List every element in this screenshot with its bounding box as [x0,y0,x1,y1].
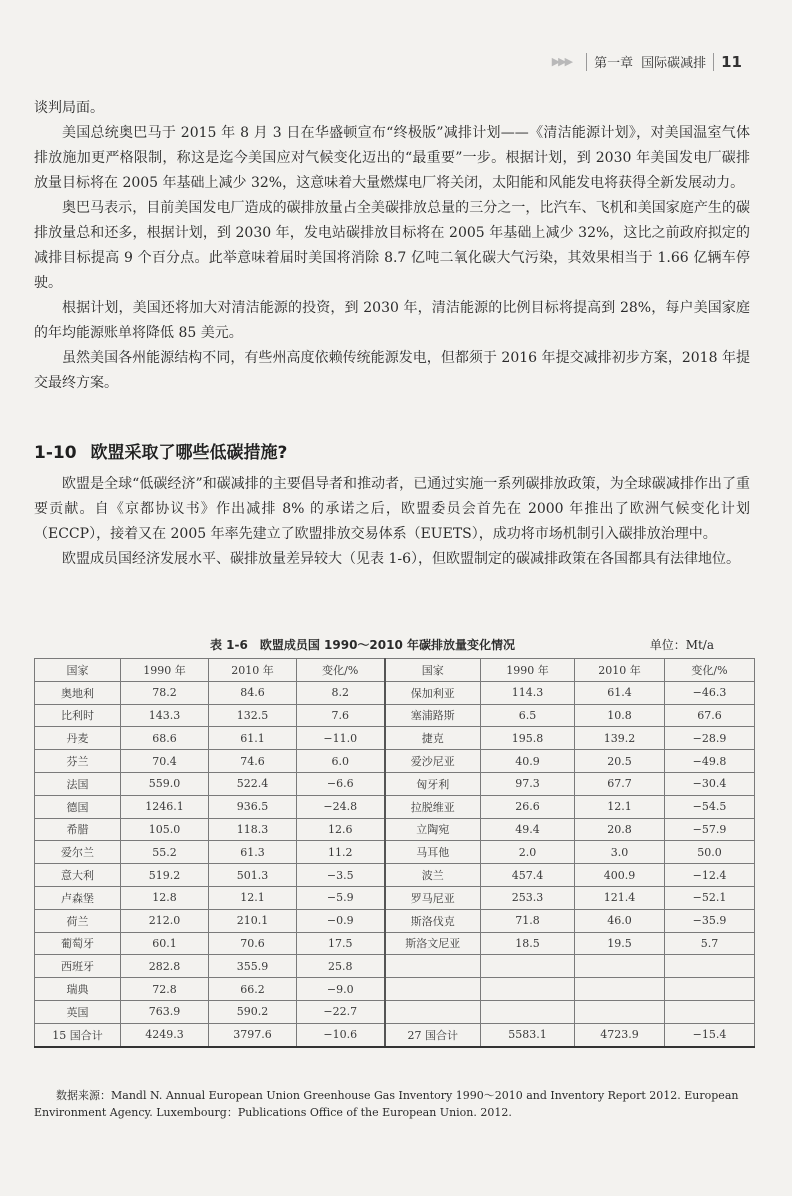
table-cell: 72.8 [121,978,209,1001]
table-cell: 2.0 [481,841,575,864]
table-cell: 3797.6 [209,1023,297,1046]
table-cell: 17.5 [297,932,385,955]
table-cell: 爱沙尼亚 [385,750,481,773]
table-cell: 5.7 [665,932,755,955]
table-cell: 7.6 [297,704,385,727]
paragraph: 根据计划，美国还将加大对清洁能源的投资，到 2030 年，清洁能源的比例目标将提高到 28%，每户美国家庭的年均能源账单将降低 85 美元。 [34,300,750,341]
header-divider [586,53,587,71]
table-row [35,978,755,1001]
table-cell [665,1000,755,1023]
table-cell: 49.4 [481,818,575,841]
table-cell: −24.8 [297,795,385,818]
paragraph: 虽然美国各州能源结构不同，有些州高度依赖传统能源发电，但都须于 2016 年提交减排初步方案，2018 年提交最终方案。 [34,350,750,391]
table-cell: 法国 [35,772,121,795]
table-cell: 奥地利 [35,681,121,704]
paragraph: 美国总统奥巴马于 2015 年 8 月 3 日在华盛顿宣布“终极版”减排计划——《清洁能源计划》，对美国温室气体排放施加更严格限制，称这是迄今美国应对气候变化迈出的“最重要”一步。根据计划，到 2030 年美国发电厂碳排放量目标将在 2005 年基础上减少 32%，这意味着大量燃煤电厂将关闭，太阳能和风能发电将获得全新发展动力。 [34,125,750,191]
table-cell: 芬兰 [35,750,121,773]
table-cell [385,1000,481,1023]
table-cell: 波兰 [385,864,481,887]
table-cell: 522.4 [209,772,297,795]
table-cell: 936.5 [209,795,297,818]
table-cell: −52.1 [665,886,755,909]
table-cell: 27 国合计 [385,1023,481,1046]
section-title: 欧盟采取了哪些低碳措施? [90,443,288,463]
table-row [35,909,755,932]
table-cell: 11.2 [297,841,385,864]
table-cell: −5.9 [297,886,385,909]
table-cell: 斯洛伐克 [385,909,481,932]
table-cell: −9.0 [297,978,385,1001]
table-cell: 意大利 [35,864,121,887]
table-unit: 单位：Mt/a [649,638,714,652]
table-cell: 457.4 [481,864,575,887]
table-cell: 5583.1 [481,1023,575,1046]
table-cell: 爱尔兰 [35,841,121,864]
table-cell: 46.0 [575,909,665,932]
table-cell: 德国 [35,795,121,818]
table-cell [665,978,755,1001]
table-cell: 立陶宛 [385,818,481,841]
table-cell: −22.7 [297,1000,385,1023]
table-cell: 40.9 [481,750,575,773]
table-cell: 501.3 [209,864,297,887]
table-cell: 西班牙 [35,955,121,978]
table-cell: −15.4 [665,1023,755,1046]
table-cell: 12.1 [209,886,297,909]
table-cell: −11.0 [297,727,385,750]
table-cell: 罗马尼亚 [385,886,481,909]
table-cell: 丹麦 [35,727,121,750]
table-cell: 195.8 [481,727,575,750]
body-text-section [34,472,750,572]
table-cell: 143.3 [121,704,209,727]
section-heading [34,438,287,463]
table-row [35,955,755,978]
table-cell: −57.9 [665,818,755,841]
column-header: 变化/% [665,659,755,682]
table-cell: 4723.9 [575,1023,665,1046]
source-text: 数据来源：Mandl N. Annual European Union Greenhouse Gas Inventory 1990～2010 and Inventory Report 2012. European Environment Agency. Luxembourg：Publications Office of the European Union. 2012. [34,1089,739,1119]
table-cell [481,955,575,978]
table-cell: 67.6 [665,704,755,727]
table-cell: 355.9 [209,955,297,978]
table-cell: 瑞典 [35,978,121,1001]
table-row [35,750,755,773]
table-row [35,795,755,818]
column-header: 国家 [385,659,481,682]
table-row [35,818,755,841]
table-cell: 210.1 [209,909,297,932]
table-cell: −0.9 [297,909,385,932]
table-cell: 519.2 [121,864,209,887]
table-cell: 塞浦路斯 [385,704,481,727]
table-cell: 253.3 [481,886,575,909]
table-cell: 8.2 [297,681,385,704]
table-cell: 25.8 [297,955,385,978]
paragraph: 奥巴马表示，目前美国发电厂造成的碳排放量占全美碳排放总量的三分之一，比汽车、飞机和美国家庭产生的碳排放量总和还多，根据计划，到 2030 年，发电站碳排放目标将在 2005 年基础上减少 32%，这比之前政府拟定的减排目标提高 9 个百分点。此举意味着届时美国将消除 8.7 亿吨二氧化碳大气污染，其效果相当于 1.66 亿辆车停驶。 [34,200,750,291]
table-cell: 70.6 [209,932,297,955]
table-cell: −6.6 [297,772,385,795]
table-row [35,864,755,887]
data-source-note [34,1087,750,1121]
section-number: 1-10 [34,443,77,463]
table-cell [575,978,665,1001]
column-header: 2010 年 [575,659,665,682]
table-cell: 20.8 [575,818,665,841]
table-cell: 比利时 [35,704,121,727]
running-header [552,52,742,71]
table-cell: 3.0 [575,841,665,864]
table-cell: 590.2 [209,1000,297,1023]
table-cell: 50.0 [665,841,755,864]
column-header: 2010 年 [209,659,297,682]
table-cell: −35.9 [665,909,755,932]
table-cell: 捷克 [385,727,481,750]
table-cell: 12.1 [575,795,665,818]
table-row [35,1023,755,1046]
table-row [35,1000,755,1023]
table-cell: −10.6 [297,1023,385,1046]
table-cell: 18.5 [481,932,575,955]
table-cell: 拉脱维亚 [385,795,481,818]
table-cell: 10.8 [575,704,665,727]
table-cell: 70.4 [121,750,209,773]
table-cell: 61.4 [575,681,665,704]
table-cell: 6.0 [297,750,385,773]
table-row [35,841,755,864]
table-cell: 卢森堡 [35,886,121,909]
table-row [35,727,755,750]
table-cell: 61.1 [209,727,297,750]
paragraph: 谈判局面。 [34,100,104,116]
table-cell [481,978,575,1001]
table-cell: 118.3 [209,818,297,841]
table-cell: −3.5 [297,864,385,887]
table-cell: 12.8 [121,886,209,909]
table-cell [665,955,755,978]
table-cell: 26.6 [481,795,575,818]
triple-arrow-icon: ▶▶▶ [551,55,572,68]
table-cell: 105.0 [121,818,209,841]
paragraph: 欧盟是全球“低碳经济”和碳减排的主要倡导者和推动者，已通过实施一系列碳排放政策，为全球碳减排作出了重要贡献。自《京都协议书》作出减排 8% 的承诺之后，欧盟委员会首先在 2000 年推出了欧洲气候变化计划（ECCP），接着又在 2005 年率先建立了欧盟排放交易体系（EUETS），成功将市场机制引入碳排放治理中。 [34,476,750,542]
table-cell: 74.6 [209,750,297,773]
table-cell: 19.5 [575,932,665,955]
table-header-row [35,659,755,682]
table-cell [481,1000,575,1023]
table-cell: 葡萄牙 [35,932,121,955]
table-cell: 6.5 [481,704,575,727]
table-cell: 60.1 [121,932,209,955]
table-cell: 559.0 [121,772,209,795]
paragraph: 欧盟成员国经济发展水平、碳排放量差异较大（见表 1-6），但欧盟制定的碳减排政策在各国都具有法律地位。 [62,551,740,567]
table-cell: −49.8 [665,750,755,773]
table-cell: 68.6 [121,727,209,750]
table-cell: 763.9 [121,1000,209,1023]
table-cell: 114.3 [481,681,575,704]
body-text-top [34,96,750,396]
table-row [35,932,755,955]
table-cell: 荷兰 [35,909,121,932]
table-cell: 66.2 [209,978,297,1001]
table-cell: −12.4 [665,864,755,887]
column-header: 1990 年 [481,659,575,682]
page-number: 11 [721,52,742,71]
emissions-table [34,658,755,1048]
table-cell: 97.3 [481,772,575,795]
table-cell: 71.8 [481,909,575,932]
table-cell: 匈牙利 [385,772,481,795]
table-cell: −28.9 [665,727,755,750]
table-row [35,886,755,909]
table-cell: 保加利亚 [385,681,481,704]
table-cell: 4249.3 [121,1023,209,1046]
table-cell: 400.9 [575,864,665,887]
table-cell: 1246.1 [121,795,209,818]
table-cell [575,1000,665,1023]
table-cell [385,978,481,1001]
table-cell: −54.5 [665,795,755,818]
table-cell: 12.6 [297,818,385,841]
table-cell: 希腊 [35,818,121,841]
table-cell: 212.0 [121,909,209,932]
table-cell: 斯洛文尼亚 [385,932,481,955]
table-cell: 61.3 [209,841,297,864]
header-divider [713,53,714,71]
table-cell: 15 国合计 [35,1023,121,1046]
table-caption: 表 1-6 欧盟成员国 1990～2010 年碳排放量变化情况 [210,638,516,652]
table-cell: 英国 [35,1000,121,1023]
table-cell: −30.4 [665,772,755,795]
column-header: 变化/% [297,659,385,682]
table-cell: −46.3 [665,681,755,704]
table-cell: 132.5 [209,704,297,727]
table-row [35,681,755,704]
table-cell: 78.2 [121,681,209,704]
table-cell: 20.5 [575,750,665,773]
table-cell [385,955,481,978]
table-row [35,772,755,795]
table-cell: 55.2 [121,841,209,864]
column-header: 1990 年 [121,659,209,682]
chapter-title: 国际碳减排 [641,56,707,71]
column-header: 国家 [35,659,121,682]
table-cell: 84.6 [209,681,297,704]
table-cell [575,955,665,978]
table-cell: 139.2 [575,727,665,750]
chapter-label: 第一章 [594,56,634,71]
table-cell: 282.8 [121,955,209,978]
table-row [35,704,755,727]
table-cell: 121.4 [575,886,665,909]
table-cell: 67.7 [575,772,665,795]
table-cell: 马耳他 [385,841,481,864]
